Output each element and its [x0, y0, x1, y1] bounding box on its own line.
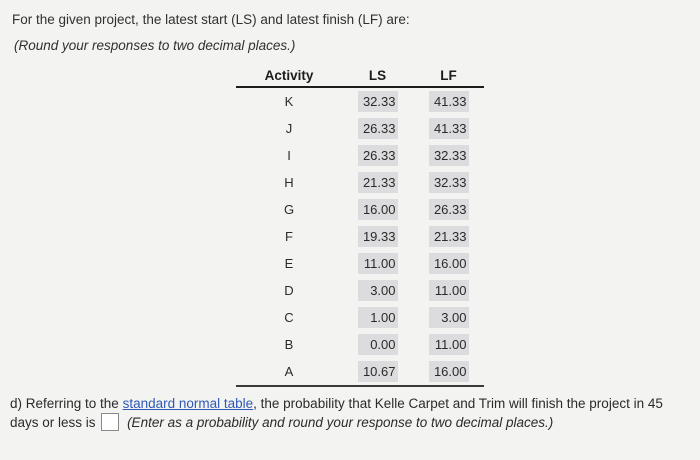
header-activity: Activity [236, 64, 342, 87]
ls-value: 32.33 [358, 91, 398, 112]
lf-value: 32.33 [429, 145, 469, 166]
lf-value: 26.33 [429, 199, 469, 220]
activity-cell: A [236, 358, 342, 386]
lf-cell [413, 115, 484, 142]
lf-value: 21.33 [429, 226, 469, 247]
ls-value: 0.00 [358, 334, 398, 355]
activity-cell: F [285, 229, 293, 244]
activity-cell: D [284, 283, 294, 298]
lf-cell [413, 142, 484, 169]
activity-cell: E [284, 256, 294, 271]
ls-cell [342, 142, 413, 169]
activity-table [236, 64, 484, 387]
lf-value: 41.33 [429, 91, 469, 112]
lf-cell [413, 304, 484, 331]
lf-cell [413, 358, 484, 386]
table-row [236, 250, 484, 277]
table-row [236, 87, 484, 115]
table-row [236, 169, 484, 196]
table-row [236, 196, 484, 223]
header-lf: LF [413, 64, 484, 87]
lf-value: 32.33 [429, 172, 469, 193]
activity-cell: C [284, 310, 294, 325]
question-d [10, 394, 694, 432]
ls-cell [342, 169, 413, 196]
question-hint: (Enter as a probability and round your response to two decimal places.) [127, 415, 554, 430]
lf-value: 16.00 [429, 361, 469, 382]
table-row [236, 277, 484, 304]
ls-value: 1.00 [358, 307, 398, 328]
lf-cell [413, 277, 484, 304]
header-ls: LS [342, 64, 413, 87]
ls-cell [342, 277, 413, 304]
lf-value: 3.00 [429, 307, 469, 328]
ls-cell [342, 87, 413, 115]
question-prefix: d) Referring to the [10, 396, 123, 411]
lf-cell [413, 223, 484, 250]
table-row [236, 331, 484, 358]
rounding-note: (Round your responses to two decimal places.) [14, 38, 296, 53]
lf-cell [413, 331, 484, 358]
ls-cell [342, 250, 413, 277]
activity-cell: G [283, 202, 295, 217]
table-row [236, 223, 484, 250]
ls-value: 19.33 [358, 226, 398, 247]
table-row [236, 358, 484, 386]
ls-value: 26.33 [358, 145, 398, 166]
probability-answer-input[interactable] [101, 413, 119, 431]
activity-cell: J [285, 121, 293, 136]
ls-cell [342, 115, 413, 142]
table-row [236, 115, 484, 142]
lf-value: 41.33 [429, 118, 469, 139]
activity-cell: I [287, 148, 291, 163]
lf-cell [413, 250, 484, 277]
standard-normal-table-link[interactable]: standard normal table [122, 396, 254, 411]
lf-cell [413, 169, 484, 196]
table-header-row [236, 64, 484, 87]
lf-cell [413, 87, 484, 115]
activity-cell: B [284, 337, 294, 352]
question-middle: , the probability that Kelle Carpet and Trim will finish the project in 45 days or less is [10, 396, 663, 430]
lf-value: 16.00 [429, 253, 469, 274]
ls-value: 3.00 [358, 280, 398, 301]
ls-value: 10.67 [358, 361, 398, 382]
ls-cell [342, 358, 413, 386]
lf-value: 11.00 [429, 334, 469, 355]
table-row [236, 304, 484, 331]
activity-cell: K [284, 94, 294, 109]
ls-value: 16.00 [358, 199, 398, 220]
ls-value: 11.00 [358, 253, 398, 274]
ls-value: 21.33 [358, 172, 398, 193]
lf-cell [413, 196, 484, 223]
ls-cell [342, 196, 413, 223]
ls-value: 26.33 [358, 118, 398, 139]
ls-cell [342, 223, 413, 250]
ls-cell [342, 304, 413, 331]
lf-value: 11.00 [429, 280, 469, 301]
ls-cell [342, 331, 413, 358]
intro-text: For the given project, the latest start (LS) and latest finish (LF) are: [12, 12, 410, 27]
table-row [236, 142, 484, 169]
activity-cell: H [284, 175, 294, 190]
